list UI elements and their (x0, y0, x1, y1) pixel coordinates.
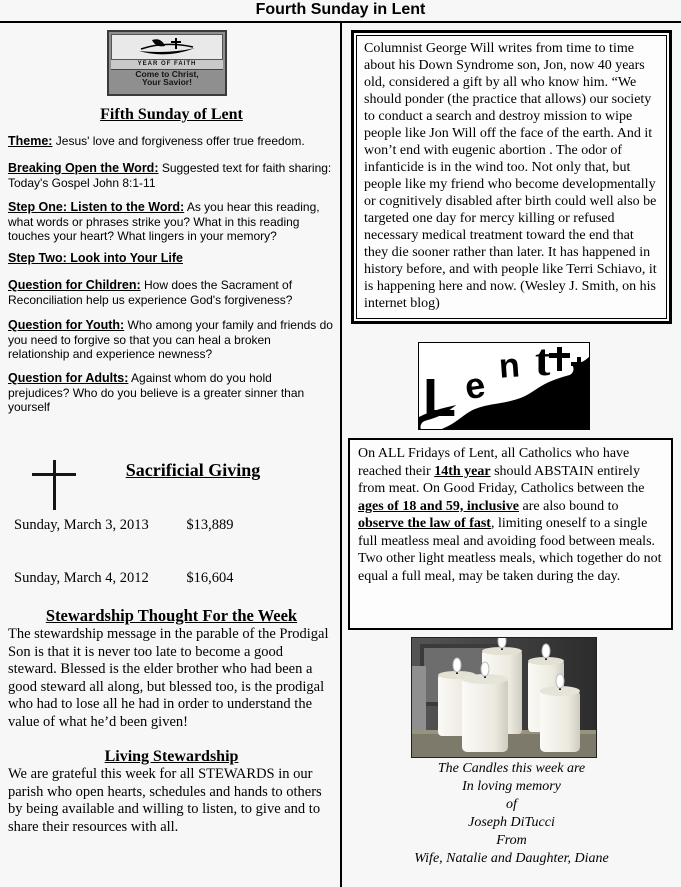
lent-letter-cross-t: t (535, 342, 551, 385)
memorial-line: of (506, 797, 517, 812)
breaking-open-text: Suggested text for faith sharing: Today's Gospel John 8:1-11 (8, 161, 332, 190)
step-one-text: As you hear this reading, what words or phrases strike you? What in this reading touches your heart? What lingers in your memory? (8, 200, 320, 243)
left-column (8, 24, 335, 884)
fast-text-part: should ABSTAIN entirely from meat. On Good Friday, Catholics between the (358, 463, 645, 496)
edge-candle (412, 666, 426, 738)
step-one-section (8, 200, 335, 244)
question-adults-label: Question for Adults: (8, 371, 129, 385)
stewardship-thought-block (8, 606, 335, 731)
question-youth-label: Question for Youth: (8, 318, 125, 332)
sacrificial-giving-heading: Sacrificial Giving (125, 460, 261, 480)
step-two-section (8, 251, 335, 266)
stewardship-thought-body: The stewardship message in the parable of the Prodigal Son is that it is never too late to become a good steward. Blessed is the elder brother who had been a good steward all along, but blessed too, is the prodigal who had to lose all he had in order to understand the value of what he’d been given! (8, 626, 329, 730)
cross-horizontal-bar (32, 473, 76, 476)
question-adults-text: Against whom do you hold prejudices? Who do you believe is a greater sinner than yourself (8, 371, 305, 414)
theme-label: Theme: (8, 134, 53, 148)
theme-section (8, 134, 335, 149)
george-will-box-inner (356, 35, 667, 319)
logo-caption: Come to Christ, Your Savior! (135, 69, 199, 87)
year-of-faith-logo (107, 30, 227, 96)
cross-vertical-bar (53, 460, 56, 510)
step-two-label: Step Two: Look into Your Life (8, 251, 183, 265)
fifth-sunday-heading: Fifth Sunday of Lent (100, 106, 243, 123)
living-stewardship-body: We are grateful this week for all STEWARDS in our parish who open hearts, schedules and hands to others by being available and willing to listen, to give and to share their resources with all. (8, 766, 322, 835)
lent-letter: L (423, 368, 456, 428)
fast-text-part: , limiting oneself to a single full meatless meal and avoiding food between meals. Two other light meatless meals, which together do not equal a full meal, may be taken during the day. (358, 516, 662, 584)
memorial-line: In loving memory (462, 779, 561, 794)
living-stewardship-block (8, 748, 335, 836)
boat-icon (111, 34, 223, 60)
theme-text: Jesus' love and forgiveness offer true freedom. (55, 134, 305, 148)
giving-amount: $16,604 (186, 570, 234, 586)
memorial-line: The Candles this week are (437, 761, 586, 776)
step-one-label: Step One: Listen to the Word: (8, 200, 185, 214)
page-title: Fourth Sunday in Lent (255, 1, 426, 18)
memorial-line: Wife, Natalie and Daughter, Diane (414, 851, 609, 866)
fast-text-bold: ages of 18 and 59, inclusive (358, 498, 520, 514)
candles-photo-graphic (412, 638, 596, 757)
year-of-faith-band: YEAR OF FAITH (111, 60, 223, 70)
fast-text-bold: observe the law of fast (358, 516, 491, 531)
living-stewardship-heading: Living Stewardship (104, 748, 239, 765)
giving-date: Sunday, March 3, 2013 (14, 517, 149, 533)
giving-amount: $13,889 (186, 517, 234, 533)
right-column (348, 24, 675, 884)
lenten-fast-text (358, 445, 663, 585)
fast-text-part: are also bound to (519, 498, 619, 514)
boat-icon-svg (135, 36, 199, 58)
lenten-fast-box (348, 438, 673, 630)
george-will-text: Columnist George Will writes from time to time about his Down Syndrome son, Jon, now 40 years old, considered a gift by all who know him. “We should ponder (the practice that allows) our society to conduct a search and destroy mission to wipe people like Jon Will off the face of the earth. And it won’t end with eugenic abortion . The odor of infanticide is in the wind too. Not only that, but people like my friend who become developmentally or cognitively disabled after birth could well also be targeted one day for mercy killing or refused necessary medical treatment toward the end that they die sooner rather than later. It has happened in history before, and with people like Terri Schiavo, it is happening here and now. (Wesley J. Smith, on his internet blog) (364, 41, 657, 311)
george-will-box (351, 30, 672, 324)
question-youth-section (8, 318, 335, 362)
breaking-open-section (8, 161, 335, 190)
question-children-text: How does the Sacrament of Reconciliation help us experience God's forgiveness? (8, 278, 293, 307)
stewardship-thought-heading: Stewardship Thought For the Week (45, 606, 298, 625)
question-children-section (8, 278, 335, 307)
fast-text-part: On ALL Fridays of Lent, all Catholics who have reached their (358, 446, 630, 479)
lent-letter: e (462, 363, 488, 408)
memorial-line: Joseph DiTucci (468, 815, 555, 830)
question-adults-section (8, 371, 335, 415)
candles-photo (411, 637, 597, 758)
giving-row (14, 570, 234, 587)
question-children-label: Question for Children: (8, 278, 141, 292)
giving-row (14, 517, 234, 534)
column-divider (340, 23, 342, 887)
cross-icon (32, 460, 76, 510)
memorial-line: From (496, 833, 527, 848)
fast-text-bold: 14th year (434, 463, 491, 479)
lent-clipart-image (418, 342, 590, 430)
lent-letter: n (497, 346, 522, 386)
memorial-text (348, 760, 675, 868)
giving-date: Sunday, March 4, 2012 (14, 570, 149, 586)
question-youth-text: Who among your family and friends do you need to forgive so that you can heal a broken relationship and experience newness? (8, 318, 333, 361)
sacrificial-giving-block (8, 460, 335, 610)
breaking-open-label: Breaking Open the Word: (8, 161, 159, 175)
candle (462, 662, 508, 752)
